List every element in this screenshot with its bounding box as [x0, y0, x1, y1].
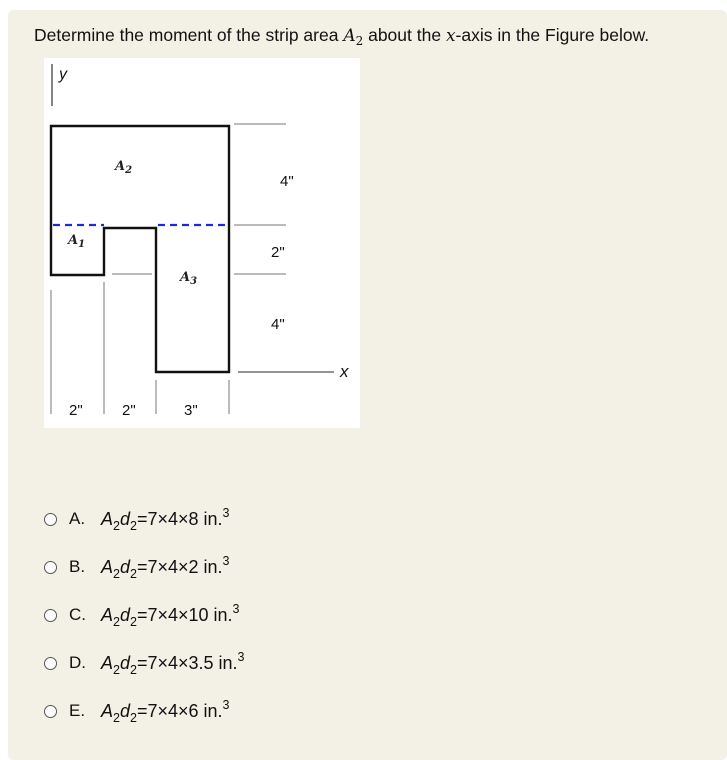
option-c[interactable] [44, 600, 374, 630]
figure [44, 58, 360, 428]
hdim-label-2: 2" [122, 402, 136, 419]
question-area-variable: $A_2$ [343, 26, 364, 48]
question-text [34, 24, 714, 52]
label-a1: $A_1$ [68, 233, 86, 250]
label-a2: $A_2$ [115, 159, 133, 176]
option-c-letter: C. [69, 605, 86, 624]
option-a-expression: $A_2d_2=7\times 4\times 8$ in.$^3$ [101, 505, 230, 533]
dim-label-4-top: 4" [280, 173, 294, 190]
option-e-radio[interactable] [44, 705, 57, 718]
question-text-after: -axis in the Figure below. [455, 25, 650, 45]
hdim-label-1: 2" [69, 402, 83, 419]
question-text-before: Determine the moment of the strip area [34, 25, 344, 45]
option-c-radio[interactable] [44, 609, 57, 622]
hdim-label-3: 3" [184, 402, 198, 419]
question-text-middle: about the [363, 25, 446, 45]
figure-diagram [44, 58, 360, 428]
y-axis-label: y [59, 66, 67, 83]
option-a[interactable] [44, 504, 374, 534]
option-d-letter: D. [69, 653, 86, 672]
x-axis-label: x [340, 362, 349, 381]
option-b[interactable] [44, 552, 374, 582]
option-b-letter: B. [69, 557, 86, 576]
option-e[interactable] [44, 696, 374, 726]
option-e-expression: $A_2d_2=7\times 4\times 6$ in.$^3$ [101, 697, 230, 725]
option-d-expression: $A_2d_2=7\times 4\times 3.5$ in.$^3$ [101, 649, 245, 677]
option-a-radio[interactable] [44, 513, 57, 526]
question-axis-variable: x [445, 26, 456, 46]
option-a-letter: A. [69, 509, 86, 528]
label-a3: $A_3$ [180, 270, 198, 287]
dim-label-4-bottom: 4" [271, 316, 285, 333]
option-d-radio[interactable] [44, 657, 57, 670]
option-b-expression: $A_2d_2=7\times 4\times 2$ in.$^3$ [101, 553, 230, 581]
option-c-expression: $A_2d_2=7\times 4\times 10$ in.$^3$ [101, 601, 240, 629]
option-e-letter: E. [69, 701, 86, 720]
option-b-radio[interactable] [44, 561, 57, 574]
option-d[interactable] [44, 648, 374, 678]
dim-label-2: 2" [271, 244, 285, 261]
